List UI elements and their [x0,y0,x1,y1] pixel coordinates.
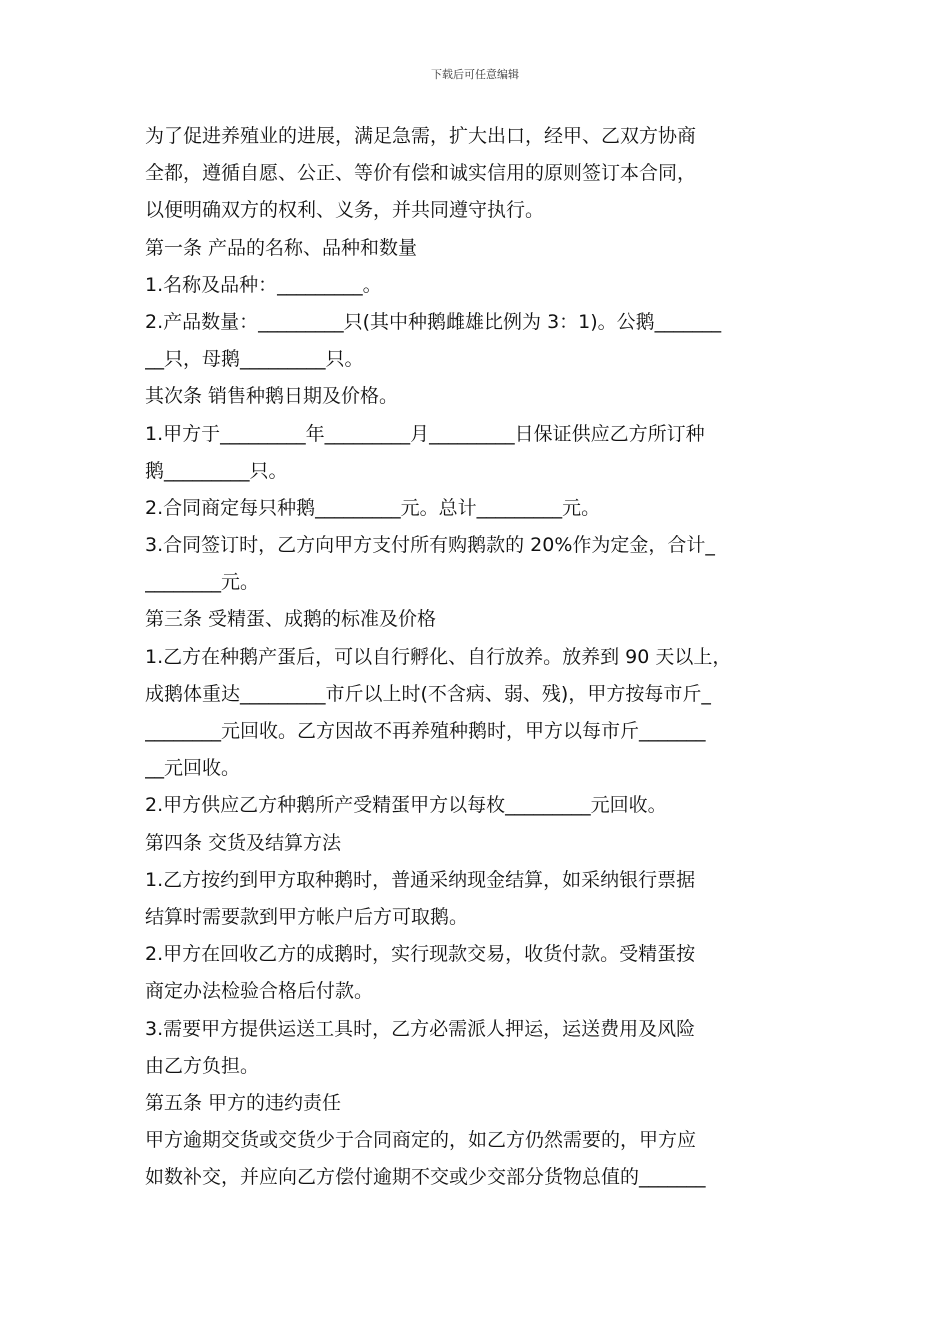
text-line: 商定办法检验合格后付款。 [145,980,374,1003]
text-line: 1.甲方于_________年_________月_________日保证供应乙方所订种 [145,422,705,445]
text-line: 甲方逾期交货或交货少于合同商定的，如乙方仍然需要的，甲方应 [145,1129,697,1152]
text-line: 为了促进养殖业的进展，满足急需，扩大出口，经甲、乙双方协商 [145,125,697,147]
text-line: 2.产品数量：_________只(其中种鹅雌雄比例为 3：1)。公鹅_______ [145,310,722,333]
text-line: 3.需要甲方提供运送工具时，乙方必需派人押运，运送费用及风险 [145,1017,696,1040]
article-heading: 第五条 甲方的违约责任 [145,1091,342,1114]
article-heading: 第四条 交货及结算方法 [145,831,342,854]
contract-body [145,118,810,1196]
text-line: 如数补交，并应向乙方偿付逾期不交或少交部分货物总值的_______ [145,1166,706,1189]
text-line: 1.乙方按约到甲方取种鹅时，普通采纳现金结算，如采纳银行票据 [145,868,696,891]
article-heading: 第三条 受精蛋、成鹅的标准及价格 [145,608,437,631]
text-line: 结算时需要款到甲方帐户后方可取鹅。 [145,905,469,928]
text-line: 以便明确双方的权利、义务，并共同遵守执行。 [145,199,545,222]
article-heading: 第一条 产品的名称、品种和数量 [145,236,418,259]
text-line: 鹅_________只。 [145,459,288,482]
text-line: 2.合同商定每只种鹅_________元。总计_________元。 [145,496,601,519]
text-line: ________元。 [145,571,260,594]
text-line: ________元回收。乙方因故不再养殖种鹅时，甲方以每市斤_______ [145,720,706,742]
text-line: 1.名称及品种：_________。 [145,273,382,296]
text-line: __元回收。 [145,757,241,780]
text-line: 1.乙方在种鹅产蛋后，可以自行孵化、自行放养。放养到 90 天以上， [145,645,732,668]
article-heading: 其次条 销售种鹅日期及价格。 [145,385,399,408]
text-line: 3.合同签订时，乙方向甲方支付所有购鹅款的 20%作为定金，合计_ [145,534,715,557]
text-line: 2.甲方在回收乙方的成鹅时，实行现款交易，收货付款。受精蛋按 [145,943,696,966]
text-line: __只，母鹅_________只。 [145,348,364,371]
text-line: 全都，遵循自愿、公正、等价有偿和诚实信用的原则签订本合同， [145,162,697,185]
page-header: 下载后可任意编辑 [431,68,519,81]
text-line: 成鹅体重达_________市斤以上时(不含病、弱、残)，甲方按每市斤_ [145,682,711,705]
text-line: 由乙方负担。 [145,1054,260,1077]
text-line: 2.甲方供应乙方种鹅所产受精蛋甲方以每枚_________元回收。 [145,794,667,817]
